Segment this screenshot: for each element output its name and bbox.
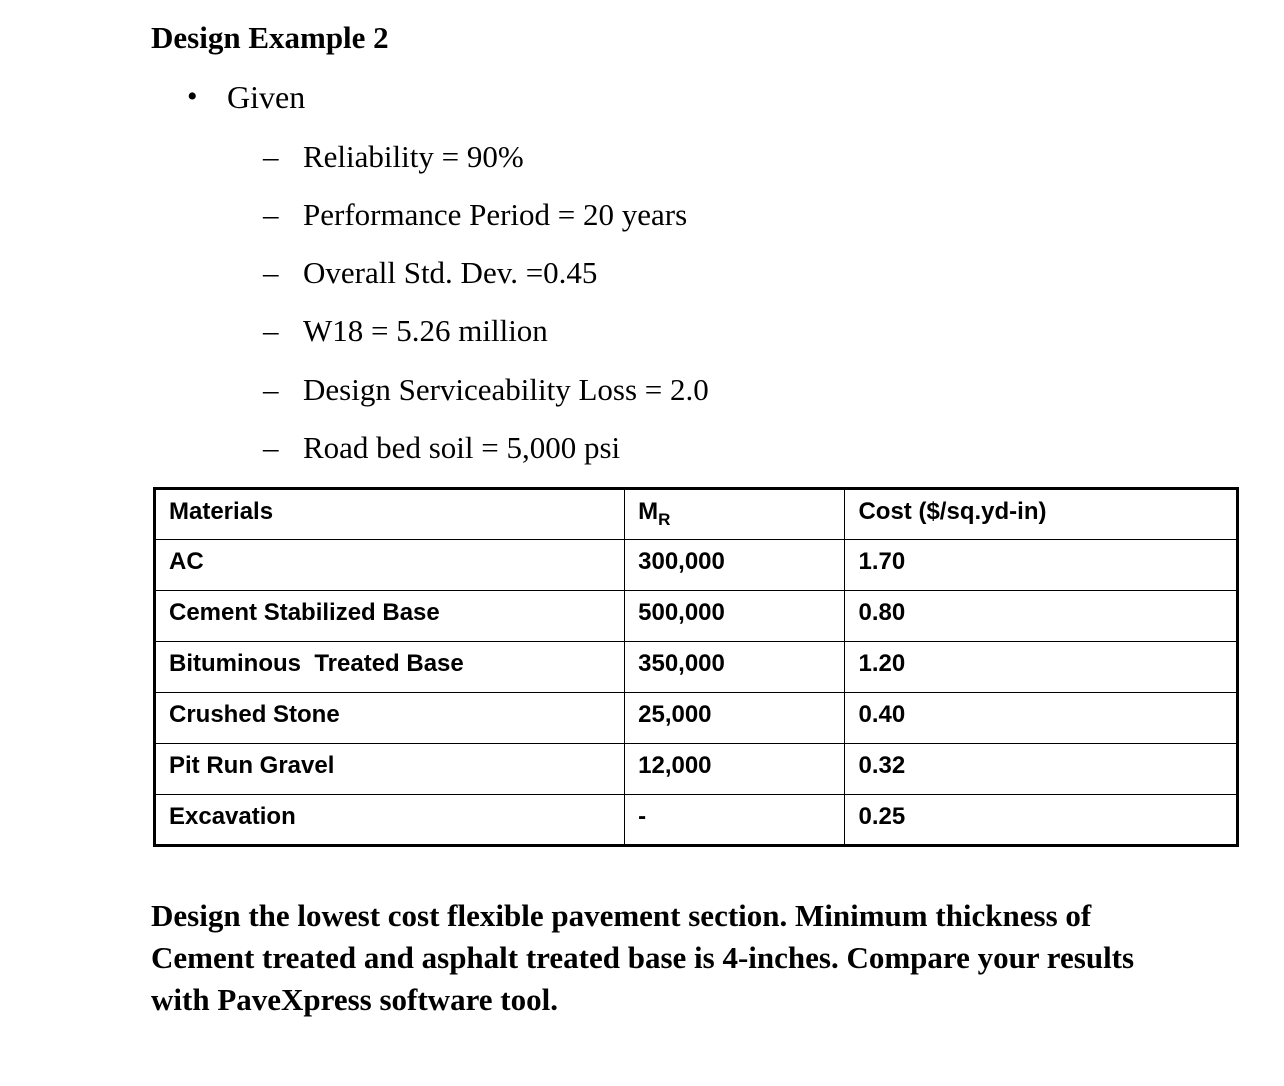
cell-material: Bituminous Treated Base bbox=[155, 642, 625, 693]
cell-material: Excavation bbox=[155, 795, 625, 846]
bullet-icon: • bbox=[187, 80, 198, 113]
cell-mr: 300,000 bbox=[625, 540, 845, 591]
cell-mr: 350,000 bbox=[625, 642, 845, 693]
cell-cost: 0.25 bbox=[845, 795, 1238, 846]
cell-mr: 500,000 bbox=[625, 591, 845, 642]
materials-table bbox=[153, 487, 1239, 847]
given-label: Given bbox=[227, 79, 306, 115]
header-mr-main: M bbox=[638, 498, 659, 525]
given-item-text: Design Serviceability Loss = 2.0 bbox=[303, 372, 709, 407]
dash-icon: – bbox=[263, 197, 279, 232]
cell-material: Crushed Stone bbox=[155, 693, 625, 744]
dash-icon: – bbox=[263, 430, 279, 465]
cell-cost: 1.20 bbox=[845, 642, 1238, 693]
dash-icon: – bbox=[263, 313, 279, 348]
page-title: Design Example 2 bbox=[151, 20, 389, 55]
cell-material: Pit Run Gravel bbox=[155, 744, 625, 795]
cell-cost: 0.40 bbox=[845, 693, 1238, 744]
cell-material: AC bbox=[155, 540, 625, 591]
table-row bbox=[155, 591, 1238, 642]
cell-cost: 1.70 bbox=[845, 540, 1238, 591]
table-row bbox=[155, 744, 1238, 795]
table-row bbox=[155, 540, 1238, 591]
header-mr bbox=[625, 489, 845, 540]
header-materials: Materials bbox=[155, 489, 625, 540]
table-row bbox=[155, 642, 1238, 693]
header-mr-subscript: R bbox=[658, 510, 671, 529]
cell-mr: - bbox=[625, 795, 845, 846]
given-item-text: Overall Std. Dev. =0.45 bbox=[303, 255, 598, 290]
dash-icon: – bbox=[263, 255, 279, 290]
table-row bbox=[155, 795, 1238, 846]
given-item-text: Reliability = 90% bbox=[303, 139, 524, 174]
header-cost: Cost ($/sq.yd-in) bbox=[845, 489, 1238, 540]
given-item-text: W18 = 5.26 million bbox=[303, 313, 548, 348]
table-header-row bbox=[155, 489, 1238, 540]
cell-material: Cement Stabilized Base bbox=[155, 591, 625, 642]
table-row bbox=[155, 693, 1238, 744]
dash-icon: – bbox=[263, 372, 279, 407]
given-item-text: Performance Period = 20 years bbox=[303, 197, 688, 232]
dash-icon: – bbox=[263, 139, 279, 174]
given-item-text: Road bed soil = 5,000 psi bbox=[303, 430, 621, 465]
cell-mr: 25,000 bbox=[625, 693, 845, 744]
closing-instructions: Design the lowest cost flexible pavement section. Minimum thickness of Cement treated and asphalt treated base is 4-inches. Compare your results with PaveXpress software tool. bbox=[151, 898, 1135, 1017]
cell-mr: 12,000 bbox=[625, 744, 845, 795]
cell-cost: 0.80 bbox=[845, 591, 1238, 642]
cell-cost: 0.32 bbox=[845, 744, 1238, 795]
